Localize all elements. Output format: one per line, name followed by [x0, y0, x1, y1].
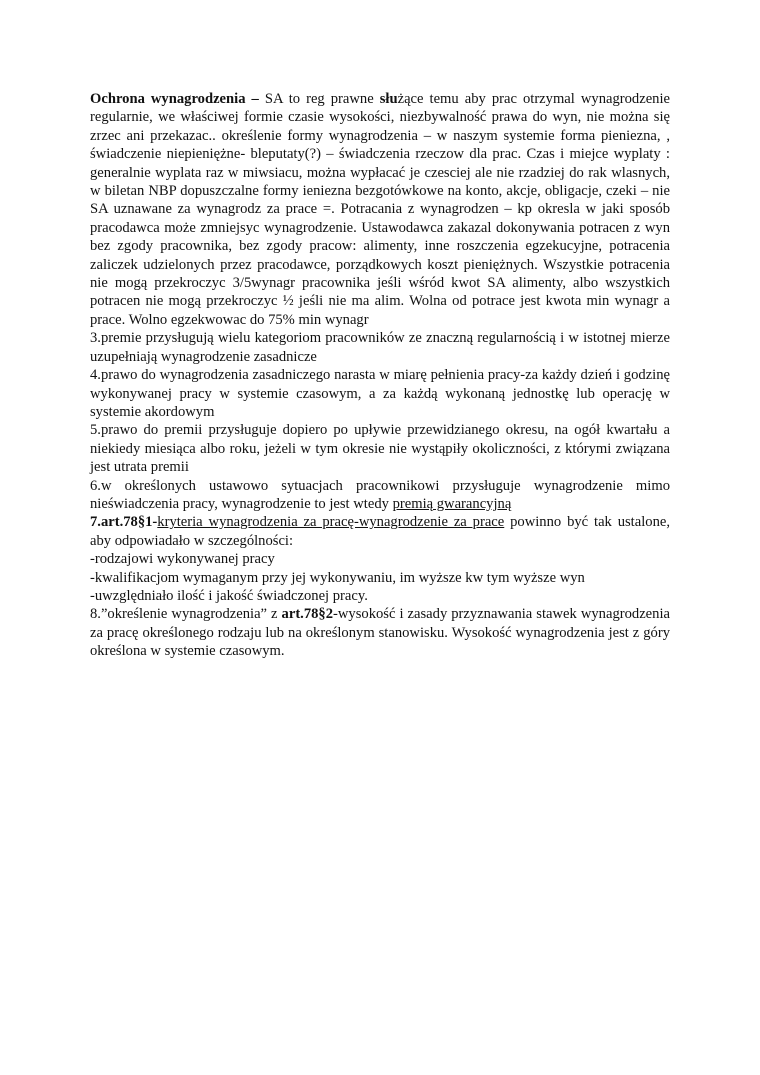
- paragraph-text: żące temu aby prac otrzymal wynagrodzenie regularnie, we właściwej formie czasie wysokości, niezbywalność prawa do wyn, nie można się zrzec ani przekazac.. określenie formy wynagrodzenia – w naszym systemie forma pieniezna, , świadczenie niepieniężne- bleputaty(?) – świadczenia rzeczow dla prac. Czas i miejce wyplaty : generalnie wyplata raz w miwsiacu, można wypłacać je czesciej ale nie rzadziej do rak wlasnych, w biletan NBP dopuszczalne formy ienieznа bezgotówkowe na konto, akcje, obligacje, czeki – nie SA uznawane za wynagrodz za prace =. Potracania z wynagrodzen – kp okresla w jaki sposób pracodawca może zmniejsyc wynagrodzenie. Ustawodawca zakazal dokonywania potracen z wyn bez zgody pracownika, bez zgody pracow: alimenty, inne roszczenia egzekucyjne, potracenia zaliczek udzielonych przez pracodawce, porządkowych koszt pieniężnych. Wszystkie potracenia nie mogą przekroczyc 3/5wynagr pracownika jeśli wśród kwot SA alimenty, albo wszystkich potracen nie mogą przekroczyc ½ jeśli nie ma alim. Wolna od potrace jest kwota min wynagr a prace. Wolno egzekwowac do 75% min wynagr: [90, 91, 671, 328]
- document-page: [90, 90, 670, 661]
- article-reference: 7.art.78§1-: [90, 514, 158, 531]
- paragraph-5: 5.prawo do premii przysługuje dopiero po upływie przewidzianego okresu, na ogół kwartału a niekiedy miesiąca albo roku, jeżeli w tym okresie nie wystąpiły okoliczności, z którymi związana jest utrata premii: [90, 422, 670, 476]
- paragraph-7: [90, 513, 670, 550]
- paragraph-3: 3.premie przysługują wielu kategoriom pracowników ze znaczną regularnością i w istotnej mierze uzupełniają wynagrodzenie zasadnicze: [90, 330, 670, 365]
- list-item: -kwalifikacjom wymaganym przy jej wykonywaniu, im wyższe kw tym wyższe wyn: [90, 569, 585, 586]
- section-title: Ochrona wynagrodzenia –: [90, 91, 259, 107]
- underlined-term: kryteria wynagrodzenia za pracę-wynagrodzenie za prace: [157, 514, 505, 531]
- paragraph-text: SA to reg prawne: [258, 91, 380, 107]
- paragraph-8: [90, 605, 670, 660]
- paragraph-wage-protection: [90, 90, 670, 329]
- list-item: -uwzględniało ilość i jakość świadczonej pracy.: [90, 587, 368, 604]
- paragraph-text: 6.w określonych ustawowo sytuacjach pracownikowi przysługuje wynagrodzenie mimo nieświadczenia pracy, wynagrodzenie to jest wtedy: [90, 477, 670, 512]
- paragraph-6: [90, 477, 670, 514]
- paragraph-4: 4.prawo do wynagrodzenia zasadniczego narasta w miarę pełnienia pracy-za każdy dzień i godzinę wykonywanej pracy w systemie czasowym, a za każdą wykonaną jednostkę lub operację w systemie akordowym: [90, 367, 670, 420]
- article-reference: art.78§2: [281, 606, 334, 623]
- paragraph-text: -wysokość i zasady przyznawania stawek wynagrodzenia za pracę określonego rodzaju lub na określonym stanowisku. Wysokość wynagrodzenia jest z góry określona w systemie czasowym.: [90, 606, 670, 660]
- underlined-term: premią gwarancyjną: [392, 495, 512, 512]
- bold-fragment: słu: [379, 91, 398, 107]
- paragraph-text: 8.”określenie wynagrodzenia” z: [90, 606, 282, 623]
- paragraph-text: powinno być tak ustalone, aby odpowiadało w szczególności:: [90, 514, 670, 549]
- list-item: -rodzajowi wykonywanej pracy: [90, 551, 275, 568]
